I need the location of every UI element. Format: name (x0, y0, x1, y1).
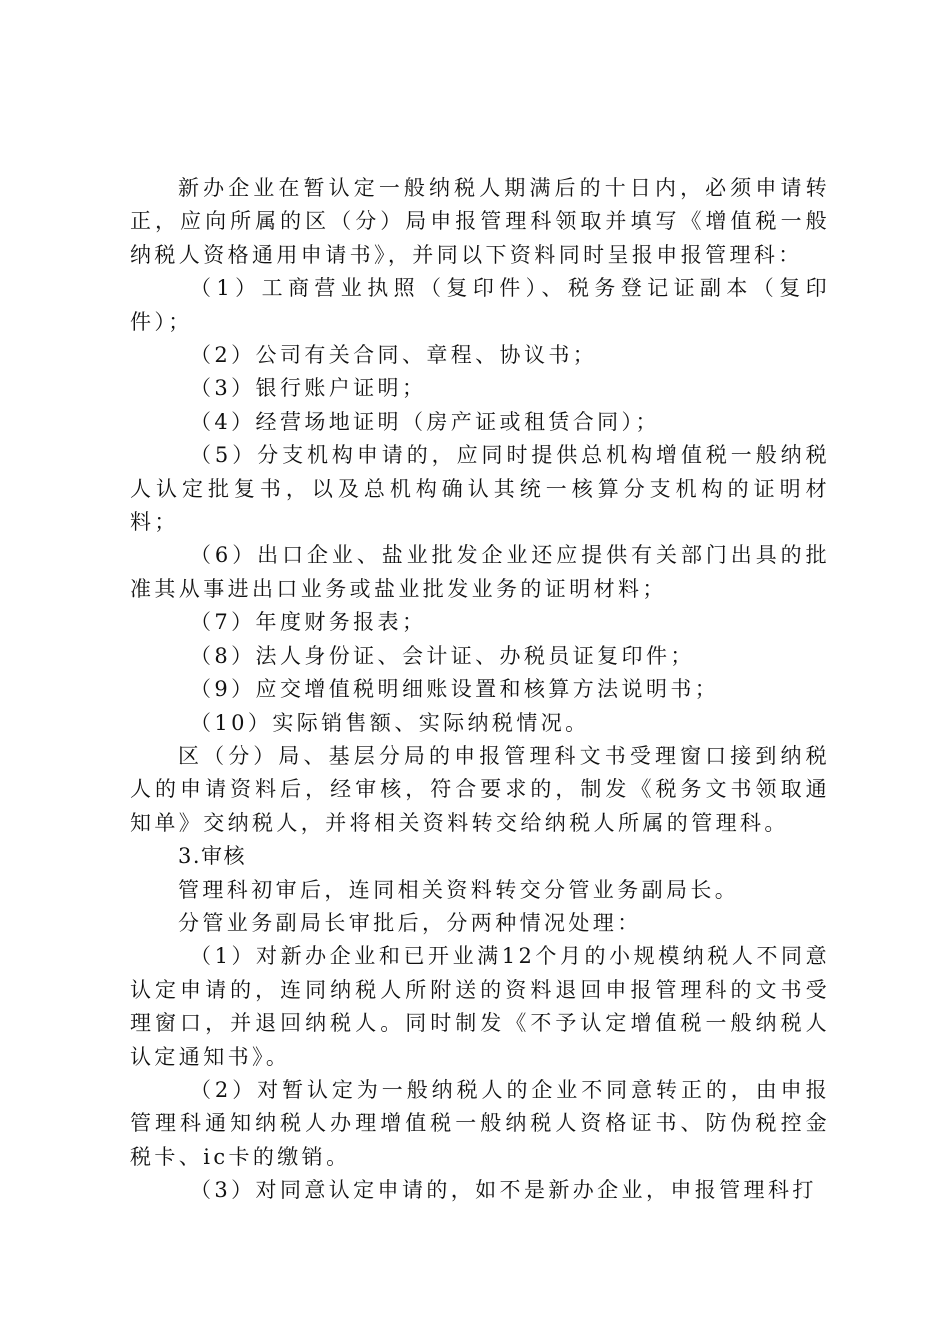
review-paragraph-2: 分管业务副局长审批后，分两种情况处理： (178, 910, 642, 935)
list-item-7: （7）年度财务报表； (190, 610, 427, 635)
document-body (130, 172, 830, 1208)
list-item-8: （8）法人身份证、会计证、办税员证复印件； (190, 643, 695, 668)
list-item-5: （5）分支机构申请的，应同时提供总机构增值税一般纳税人认定批复书，以及总机构确认其统一核算分支机构的证明材料； (130, 443, 830, 535)
list-item-2: （2）公司有关合同、章程、协议书； (190, 343, 598, 368)
list-item-4: （4）经营场地证明（房产证或租赁合同）； (190, 409, 660, 434)
processing-paragraph: 区（分）局、基层分局的申报管理科文书受理窗口接到纳税人的申请资料后，经审核，符合要求的，制发《税务文书领取通知单》交纳税人，并将相关资料转交给纳税人所属的管理科。 (130, 743, 830, 835)
list-item-6: （6）出口企业、盐业批发企业还应提供有关部门出具的批准其从事进出口业务或盐业批发业务的证明材料； (130, 543, 830, 601)
review-paragraph-1: 管理科初审后，连同相关资料转交分管业务副局长。 (178, 877, 740, 902)
list-item-9: （9）应交增值税明细账设置和核算方法说明书； (190, 677, 720, 702)
list-item-3: （3）银行账户证明； (190, 376, 427, 401)
list-item-10: （10）实际销售额、实际纳税情况。 (190, 710, 590, 735)
case-item-2: （2）对暂认定为一般纳税人的企业不同意转正的，由申报管理科通知纳税人办理增值税一般纳税人资格证书、防伪税控金税卡、ic卡的缴销。 (130, 1077, 830, 1169)
section-heading: 3.审核 (178, 844, 247, 869)
intro-paragraph: 新办企业在暂认定一般纳税人期满后的十日内，必须申请转正，应向所属的区（分）局申报管理科领取并填写《增值税一般纳税人资格通用申请书》，并同以下资料同时呈报申报管理科： (130, 176, 830, 267)
list-item-1: （1）工商营业执照（复印件）、税务登记证副本（复印件）； (130, 276, 830, 334)
case-item-1: （1）对新办企业和已开业满12个月的小规模纳税人不同意认定申请的，连同纳税人所附送的资料退回申报管理科的文书受理窗口，并退回纳税人。同时制发《不予认定增值税一般纳税人认定通知书》。 (130, 944, 830, 1069)
case-item-3: （3）对同意认定申请的，如不是新办企业，申报管理科打 (190, 1178, 817, 1203)
